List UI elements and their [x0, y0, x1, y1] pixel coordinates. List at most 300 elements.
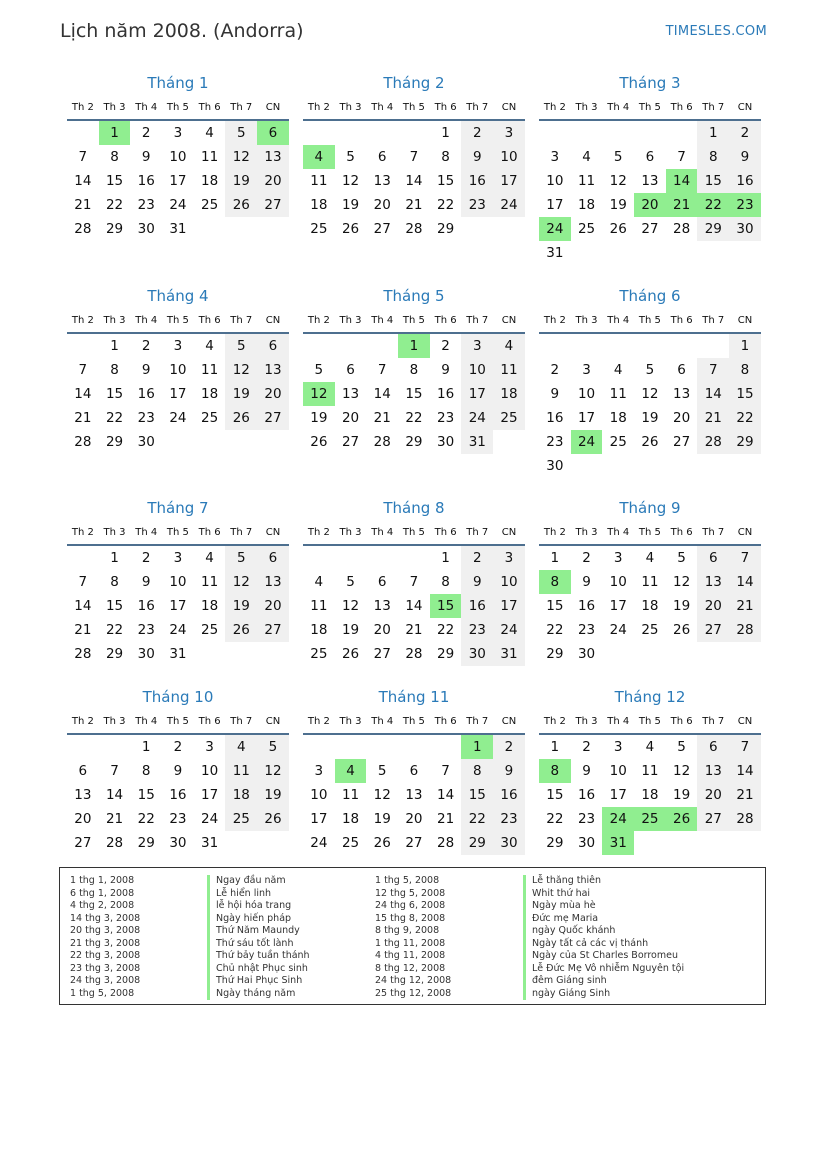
- day-cell: 3: [613, 739, 623, 755]
- day-cell: 14: [405, 173, 423, 189]
- day-cell: 26: [341, 646, 360, 662]
- day-cell: 14: [105, 787, 124, 803]
- weekday-header: [67, 97, 289, 121]
- legend-holiday-name: ngày Giáng Sinh: [523, 988, 684, 1001]
- day-cell: 30: [137, 434, 155, 450]
- day-cell: 19: [225, 594, 257, 618]
- day-cell: 22: [546, 811, 564, 827]
- day-cell: 13: [257, 358, 289, 382]
- legend-date: 1 thg 11, 2008: [375, 937, 446, 949]
- week-row: [303, 430, 525, 454]
- week-row: [539, 430, 761, 454]
- day-cell: 18: [225, 783, 257, 807]
- day-cell: 8: [110, 149, 119, 165]
- day-cell: 25: [609, 434, 627, 450]
- day-cell: 14: [405, 598, 423, 614]
- empty-cell: [634, 121, 666, 145]
- month-title: Tháng 1: [147, 74, 209, 92]
- day-cell: 14: [697, 382, 729, 406]
- day-cell: 26: [310, 434, 328, 450]
- weekday-header: [67, 522, 289, 546]
- legend-date: 8 thg 12, 2008: [375, 962, 446, 974]
- day-cell: 29: [697, 217, 729, 241]
- day-cell: 14: [729, 570, 761, 594]
- weekday-label: Th 4: [371, 315, 394, 326]
- week-row: [539, 735, 761, 759]
- day-cell: 23: [137, 622, 155, 638]
- day-cell: 12: [609, 173, 627, 189]
- day-cell: 17: [493, 594, 525, 618]
- weekday-label: Th 2: [71, 102, 94, 113]
- day-cell: 12: [257, 759, 289, 783]
- day-cell: 11: [201, 149, 219, 165]
- empty-cell: [303, 735, 335, 759]
- weekday-label: Th 3: [339, 527, 362, 538]
- legend-holiday-name: Đức mẹ Maria: [523, 913, 684, 926]
- day-cell: 28: [405, 646, 423, 662]
- week-row: [67, 759, 289, 783]
- day-cell: 13: [257, 145, 289, 169]
- day-cell: 5: [225, 334, 257, 358]
- week-row: [303, 831, 525, 855]
- day-cell: 16: [169, 787, 187, 803]
- day-cell: 28: [74, 646, 92, 662]
- day-cell: 7: [697, 358, 729, 382]
- day-cell: 23: [546, 434, 564, 450]
- empty-cell: [539, 334, 571, 358]
- day-cell: 25: [341, 835, 360, 851]
- weekday-label: Th 2: [543, 527, 566, 538]
- weekday-label: Th 3: [339, 315, 362, 326]
- day-cell: 19: [257, 783, 289, 807]
- legend-holiday-name: Ngày của St Charles Borromeu: [523, 950, 684, 963]
- empty-cell: [398, 121, 430, 145]
- day-cell: 8: [729, 358, 761, 382]
- day-cell: 8: [441, 574, 450, 590]
- week-row: [539, 121, 761, 145]
- empty-cell: [366, 735, 398, 759]
- legend-date: 20 thg 3, 2008: [70, 925, 141, 936]
- day-cell: 8: [461, 759, 493, 783]
- week-row: [303, 618, 525, 642]
- day-cell: 2: [441, 338, 450, 354]
- day-cell: 28: [74, 434, 92, 450]
- day-cell: 16: [437, 386, 455, 402]
- legend-holiday-name: lễ hội hóa trang: [207, 900, 310, 913]
- month-11: [303, 686, 525, 855]
- day-cell: 10: [493, 570, 525, 594]
- day-cell: 25: [201, 197, 219, 213]
- day-cell: 27: [373, 221, 391, 237]
- day-cell: 13: [405, 787, 423, 803]
- day-cell: 5: [645, 362, 655, 378]
- day-cell: 29: [105, 646, 124, 662]
- day-cell: 5: [377, 763, 387, 779]
- day-cell: 2: [173, 739, 183, 755]
- weekday-label: Th 6: [434, 527, 457, 538]
- day-cell: 26: [609, 221, 627, 237]
- week-row: [303, 642, 525, 666]
- day-cell: 8: [110, 574, 119, 590]
- month-title: Tháng 8: [383, 499, 445, 517]
- day-cell: 10: [493, 145, 525, 169]
- legend-date: 1 thg 5, 2008: [70, 987, 135, 999]
- month-title: Tháng 3: [619, 74, 681, 92]
- page-title: Lịch năm 2008. (Andorra): [60, 20, 304, 42]
- day-cell: 28: [729, 618, 761, 642]
- day-cell: 16: [461, 594, 493, 618]
- day-cell: 18: [577, 197, 596, 213]
- day-cell: 8: [141, 763, 151, 779]
- day-cell: 24: [539, 217, 571, 241]
- weekday-label: Th 6: [670, 315, 693, 326]
- empty-cell: [602, 121, 634, 145]
- day-cell: 10: [201, 763, 219, 779]
- day-cell: 16: [493, 783, 525, 807]
- weekday-header: [539, 711, 761, 735]
- weekday-label: Th 2: [543, 716, 566, 727]
- day-cell: 1: [729, 334, 761, 358]
- week-row: [539, 783, 761, 807]
- day-cell: 27: [257, 193, 289, 217]
- day-cell: 23: [461, 618, 493, 642]
- day-cell: 20: [634, 193, 666, 217]
- week-row: [303, 759, 525, 783]
- day-cell: 16: [729, 169, 761, 193]
- day-cell: 29: [405, 434, 423, 450]
- day-cell: 7: [409, 149, 419, 165]
- day-cell: 31: [461, 430, 493, 454]
- day-cell: 8: [539, 759, 571, 783]
- week-row: [67, 217, 289, 241]
- day-cell: 21: [729, 783, 761, 807]
- day-cell: 22: [697, 193, 729, 217]
- legend-holiday-name: Lễ Đức Mẹ Vô nhiễm Nguyên tội: [523, 963, 684, 976]
- weekday-label: Th 2: [71, 716, 94, 727]
- day-cell: 3: [550, 149, 560, 165]
- month-5: [303, 285, 525, 454]
- day-cell: 4: [645, 550, 655, 566]
- day-cell: 30: [137, 646, 155, 662]
- weekday-label: Th 7: [230, 315, 253, 326]
- weekday-label: Th 3: [575, 527, 598, 538]
- day-cell: 24: [571, 430, 603, 454]
- week-row: [67, 642, 289, 666]
- day-cell: 9: [582, 574, 591, 590]
- day-cell: 30: [577, 646, 596, 662]
- day-cell: 16: [461, 169, 493, 193]
- day-cell: 15: [546, 787, 564, 803]
- day-cell: 12: [341, 173, 360, 189]
- day-cell: 6: [346, 362, 355, 378]
- day-cell: 28: [74, 221, 92, 237]
- day-cell: 11: [341, 787, 360, 803]
- weekday-label: Th 7: [466, 315, 489, 326]
- day-cell: 20: [257, 382, 289, 406]
- month-4: [67, 285, 289, 454]
- day-cell: 18: [493, 382, 525, 406]
- weekday-label: CN: [737, 716, 753, 727]
- day-cell: 15: [729, 382, 761, 406]
- day-cell: 31: [546, 245, 564, 261]
- weekday-label: Th 4: [371, 102, 394, 113]
- legend-date: 23 thg 3, 2008: [70, 962, 141, 974]
- legend-date: 1 thg 1, 2008: [70, 875, 135, 886]
- day-cell: 16: [137, 173, 155, 189]
- week-row: [67, 807, 289, 831]
- day-cell: 7: [729, 546, 761, 570]
- day-cell: 13: [257, 570, 289, 594]
- day-cell: 27: [405, 835, 423, 851]
- month-title: Tháng 5: [383, 287, 445, 305]
- day-cell: 25: [201, 410, 219, 426]
- legend-date: 25 thg 12, 2008: [375, 987, 452, 999]
- day-cell: 8: [110, 362, 119, 378]
- month-8: [303, 497, 525, 666]
- legend-date: 15 thg 8, 2008: [375, 912, 446, 924]
- week-row: [303, 121, 525, 145]
- day-cell: 12: [341, 598, 360, 614]
- weekday-label: Th 7: [702, 527, 725, 538]
- legend-date: 24 thg 6, 2008: [375, 900, 446, 911]
- day-cell: 13: [341, 386, 360, 402]
- day-cell: 19: [341, 622, 360, 638]
- day-cell: 3: [461, 334, 493, 358]
- month-title: Tháng 10: [142, 688, 214, 706]
- day-cell: 30: [546, 458, 564, 474]
- day-cell: 24: [609, 622, 627, 638]
- legend-date: 14 thg 3, 2008: [70, 912, 141, 924]
- weekday-label: CN: [737, 527, 753, 538]
- day-cell: 1: [697, 121, 729, 145]
- day-cell: 5: [225, 121, 257, 145]
- month-2: [303, 72, 525, 241]
- legend-holiday-name: Ngày tất cả các vị thánh: [523, 938, 684, 951]
- empty-cell: [666, 121, 698, 145]
- day-cell: 3: [493, 546, 525, 570]
- weekday-label: Th 2: [307, 315, 330, 326]
- day-cell: 26: [225, 618, 257, 642]
- weekday-label: Th 5: [166, 527, 189, 538]
- day-cell: 11: [201, 362, 219, 378]
- day-cell: 10: [546, 173, 564, 189]
- month-7: [67, 497, 289, 666]
- week-row: [539, 454, 761, 478]
- day-cell: 13: [697, 759, 729, 783]
- day-cell: 22: [437, 197, 455, 213]
- day-cell: 19: [609, 197, 627, 213]
- weekday-label: Th 3: [103, 102, 126, 113]
- empty-cell: [366, 334, 398, 358]
- weekday-label: Th 5: [166, 102, 189, 113]
- day-cell: 17: [310, 811, 328, 827]
- day-cell: 13: [641, 173, 659, 189]
- empty-cell: [571, 334, 603, 358]
- day-cell: 7: [78, 362, 88, 378]
- day-cell: 28: [373, 434, 391, 450]
- day-cell: 8: [409, 362, 419, 378]
- day-cell: 7: [729, 735, 761, 759]
- weekday-label: CN: [265, 102, 281, 113]
- weekday-label: Th 6: [198, 102, 221, 113]
- day-cell: 8: [441, 149, 450, 165]
- day-cell: 19: [373, 811, 391, 827]
- day-cell: 17: [169, 173, 187, 189]
- week-row: [539, 382, 761, 406]
- weekday-label: Th 2: [71, 527, 94, 538]
- weekday-label: Th 6: [198, 527, 221, 538]
- week-row: [539, 193, 761, 217]
- day-cell: 22: [137, 811, 155, 827]
- weekday-header: [539, 522, 761, 546]
- legend-date: 22 thg 3, 2008: [70, 950, 141, 961]
- day-cell: 9: [141, 362, 151, 378]
- weekday-label: Th 5: [638, 527, 661, 538]
- day-cell: 4: [205, 550, 214, 566]
- day-cell: 23: [729, 193, 761, 217]
- weekday-label: Th 4: [607, 315, 630, 326]
- day-cell: 4: [613, 362, 623, 378]
- week-row: [539, 618, 761, 642]
- weekday-label: Th 7: [466, 716, 489, 727]
- day-cell: 6: [257, 334, 289, 358]
- day-cell: 2: [141, 550, 151, 566]
- week-row: [539, 217, 761, 241]
- day-cell: 8: [539, 570, 571, 594]
- week-row: [303, 169, 525, 193]
- weekday-label: Th 5: [638, 716, 661, 727]
- day-cell: 18: [201, 598, 219, 614]
- weekday-header: [539, 310, 761, 334]
- week-row: [67, 382, 289, 406]
- weekday-label: Th 6: [434, 716, 457, 727]
- weekday-label: Th 7: [702, 716, 725, 727]
- day-cell: 31: [493, 642, 525, 666]
- weekday-label: Th 7: [702, 315, 725, 326]
- day-cell: 2: [729, 121, 761, 145]
- weekday-label: Th 4: [607, 102, 630, 113]
- weekday-label: Th 5: [402, 315, 425, 326]
- day-cell: 19: [310, 410, 328, 426]
- day-cell: 2: [493, 735, 525, 759]
- weekday-label: Th 6: [670, 716, 693, 727]
- day-cell: 9: [141, 574, 151, 590]
- empty-cell: [366, 546, 398, 570]
- day-cell: 23: [137, 197, 155, 213]
- day-cell: 12: [641, 386, 659, 402]
- week-row: [539, 594, 761, 618]
- legend-date: 8 thg 9, 2008: [375, 925, 440, 936]
- day-cell: 23: [577, 811, 596, 827]
- week-row: [303, 783, 525, 807]
- day-cell: 19: [673, 787, 691, 803]
- day-cell: 21: [437, 811, 455, 827]
- day-cell: 26: [257, 807, 289, 831]
- day-cell: 27: [373, 646, 391, 662]
- empty-cell: [335, 121, 367, 145]
- day-cell: 18: [341, 811, 360, 827]
- weekday-header: [303, 522, 525, 546]
- day-cell: 3: [173, 125, 183, 141]
- month-6: [539, 285, 761, 478]
- weekday-label: Th 3: [103, 527, 126, 538]
- day-cell: 30: [169, 835, 187, 851]
- weekday-header: [67, 711, 289, 735]
- day-cell: 11: [577, 173, 596, 189]
- empty-cell: [571, 121, 603, 145]
- day-cell: 29: [137, 835, 155, 851]
- day-cell: 27: [697, 807, 729, 831]
- day-cell: 13: [373, 598, 391, 614]
- day-cell: 29: [437, 646, 455, 662]
- legend-date: 4 thg 11, 2008: [375, 950, 446, 961]
- day-cell: 24: [169, 197, 187, 213]
- weekday-label: CN: [737, 102, 753, 113]
- weekday-label: Th 7: [230, 102, 253, 113]
- day-cell: 20: [373, 622, 391, 638]
- day-cell: 27: [697, 618, 729, 642]
- day-cell: 14: [437, 787, 455, 803]
- week-row: [539, 570, 761, 594]
- holiday-legend: [59, 867, 766, 1005]
- day-cell: 28: [105, 835, 124, 851]
- legend-date: 24 thg 12, 2008: [375, 975, 452, 986]
- day-cell: 12: [303, 382, 335, 406]
- week-row: [67, 145, 289, 169]
- weekday-header: [303, 711, 525, 735]
- day-cell: 29: [105, 434, 124, 450]
- day-cell: 27: [257, 406, 289, 430]
- day-cell: 21: [74, 622, 92, 638]
- day-cell: 12: [225, 570, 257, 594]
- day-cell: 25: [310, 646, 328, 662]
- month-title: Tháng 12: [614, 688, 686, 706]
- day-cell: 29: [546, 646, 564, 662]
- day-cell: 21: [74, 197, 92, 213]
- weekday-header: [539, 97, 761, 121]
- day-cell: 6: [377, 574, 387, 590]
- day-cell: 27: [257, 618, 289, 642]
- day-cell: 31: [169, 221, 187, 237]
- day-cell: 12: [673, 763, 691, 779]
- day-cell: 21: [405, 197, 423, 213]
- week-row: [539, 831, 761, 855]
- day-cell: 17: [169, 386, 187, 402]
- weekday-label: Th 5: [638, 315, 661, 326]
- empty-cell: [602, 334, 634, 358]
- day-cell: 9: [441, 362, 450, 378]
- day-cell: 15: [430, 594, 462, 618]
- day-cell: 15: [105, 173, 124, 189]
- day-cell: 18: [641, 598, 659, 614]
- day-cell: 9: [582, 763, 591, 779]
- day-cell: 20: [405, 811, 423, 827]
- weekday-header: [303, 310, 525, 334]
- day-cell: 2: [461, 121, 493, 145]
- day-cell: 2: [582, 739, 591, 755]
- legend-left-names: [207, 875, 310, 1000]
- brand-link[interactable]: TIMESLES.COM: [665, 24, 767, 39]
- day-cell: 1: [110, 338, 119, 354]
- day-cell: 20: [697, 594, 729, 618]
- day-cell: 14: [373, 386, 391, 402]
- day-cell: 20: [373, 197, 391, 213]
- legend-date: 6 thg 1, 2008: [70, 887, 135, 899]
- week-row: [303, 570, 525, 594]
- day-cell: 7: [677, 149, 686, 165]
- day-cell: 15: [105, 598, 124, 614]
- empty-cell: [398, 546, 430, 570]
